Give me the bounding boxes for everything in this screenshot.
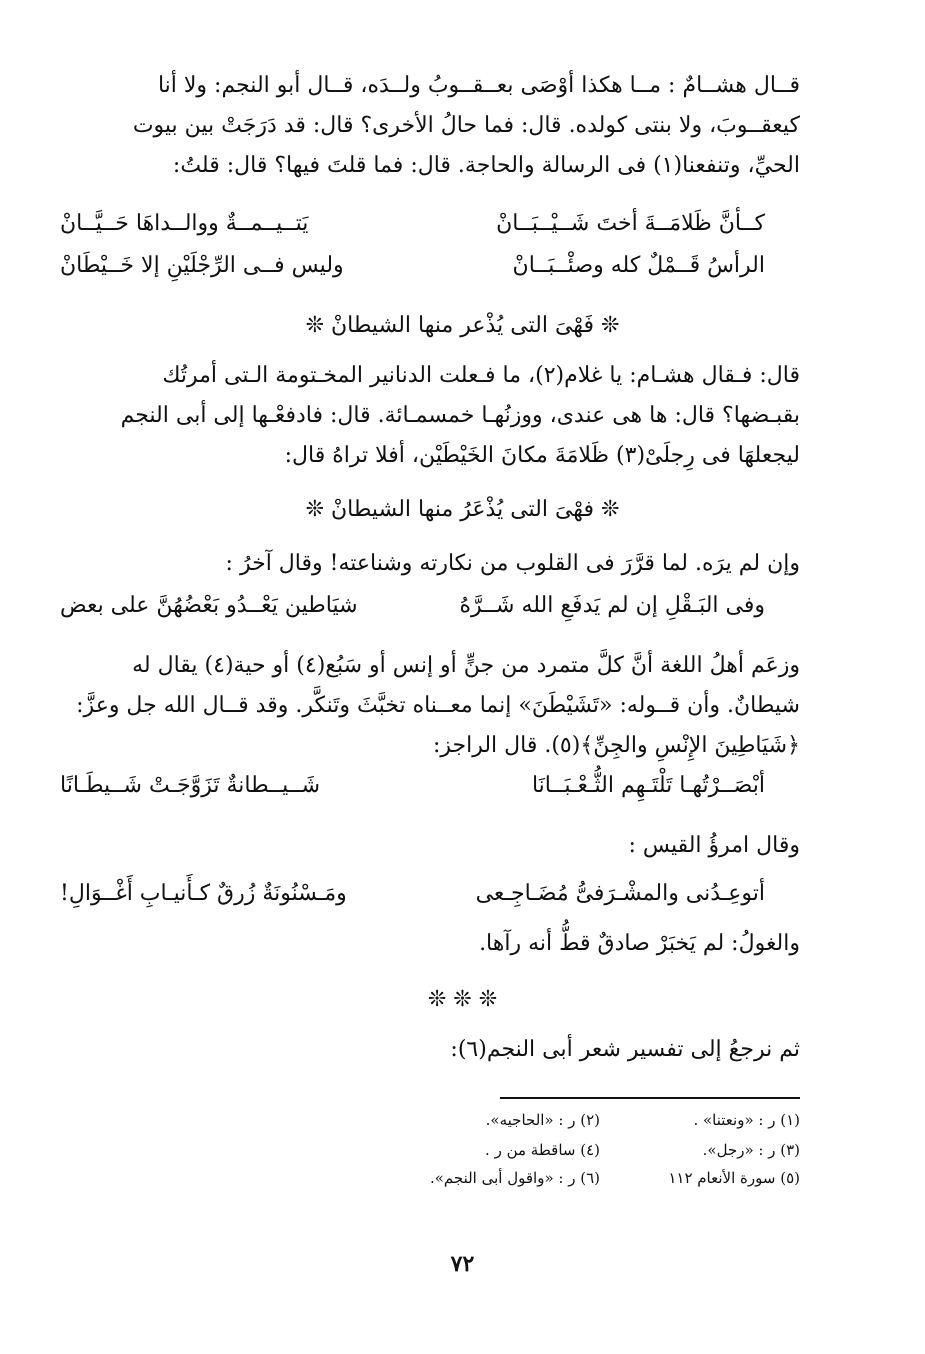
- text-line: وإن لم يرَه. لما قرَّرَ فى القلوب من نكارته وشناعته! وقال آخرُ :: [225, 551, 800, 576]
- verse-line: [60, 204, 765, 244]
- paragraph-imru-al-qays: [60, 826, 800, 866]
- page-number: ٧٢: [450, 1251, 475, 1277]
- paragraph-nakara: [60, 544, 800, 584]
- footnote-divider: [500, 1097, 800, 1099]
- verse-line: [60, 246, 765, 286]
- paragraph-hisham-dialogue: [60, 66, 800, 186]
- verse-line: [60, 874, 765, 914]
- verse-first-hemistich: أتوعِـدُنى والمشْـرَفىُّ مُضَـاجِـعى: [475, 881, 765, 906]
- verse-first-hemistich: أبْصَــرْتُهـا تَلْتَـهِم الثُّـعْـبَــانَا: [531, 773, 765, 798]
- verse-second-hemistich: وليس فــى الرِّجْلَيْنِ إلا خَــيْطَانْ: [60, 253, 344, 278]
- paragraph-shaytan-definition: [60, 646, 800, 766]
- footnote: (١) ر : «ونعتنا» .: [693, 1111, 800, 1129]
- verse-first-hemistich: الرأسُ قَــمْلٌ كله وصئْــبَــانْ: [512, 253, 765, 278]
- footnote-row: [100, 1136, 800, 1164]
- verse-second-hemistich: شيَاطين يَعْــدُو بَعْضُهُنَّ على بعض: [60, 593, 358, 618]
- text-line: كيعقــوبَ، ولا بنتى كولده. قال: فما حالُ الأخرى؟ قال: قد دَرَجَتْ بين بيوت: [132, 113, 800, 138]
- text-line: والغولُ: لم يَخبَرْ صادقٌ قطُّ أنه رآها.: [479, 931, 800, 956]
- verse-first-hemistich: كــأنَّ ظَلامَــةَ أختَ شَــيْــبَــانْ: [496, 211, 765, 236]
- text-line: قــال هشــامٌ : مــا هكذا أوْصَى بعــقــوبُ ولــدَه، قــال أبو النجم: ولا أنا: [157, 73, 800, 98]
- paragraph-ghoul: [60, 924, 800, 964]
- text-line: ليجعلهَا فى رِجلَىْ(٣) ظَلامَةَ مكانَ الخَيْطَيْن، أفلا تراهُ قال:: [284, 443, 800, 468]
- verse-first-hemistich: وفى البَـقْلِ إن لم يَدفَعِ الله شَــرَّهُ: [459, 593, 765, 618]
- paragraph-dinars: [60, 356, 800, 476]
- footnote: (٤) ساقطة من ر .: [485, 1141, 600, 1159]
- text-line: شيطانٌ. وأن قــوله: «تَشَيْطَنَ» إنما معــناه تخبَّثَ وتَنكَّر. وقد قــال الله جل وعزَّ:: [76, 693, 800, 718]
- footnote-row: [100, 1106, 800, 1134]
- footnote: (٦) ر : «واقول أبى النجم».: [429, 1169, 600, 1187]
- text-line: ﴿شَيَاطِينَ الإِنْسِ والجِنِّ﴾(٥). قال الراجز:: [432, 733, 800, 758]
- verse-second-hemistich: يَتــيــمــةٌ ووالــداهَا حَــيَّــانْ: [60, 211, 309, 236]
- footnote: (٢) ر : «الحاجيه».: [485, 1111, 600, 1129]
- footnote-row: [100, 1164, 800, 1192]
- centered-verse: ❊ فَهْىَ التى يُذْعر منها الشيطانْ ❊: [305, 313, 620, 338]
- text-line: وزعَم أهلُ اللغة أنَّ كلَّ متمرد من جنٍّ أو إنس أو سَبُع(٤) أو حية(٤) يقال له: [132, 653, 800, 678]
- text-line: بقبـضها؟ قال: ها هى عندى، ووزنُهـا خمسمـائة. قال: فادفعْـها إلى أبى النجم: [120, 403, 800, 428]
- text-line: ثم نرجعُ إلى تفسير شعر أبى النجم(٦):: [450, 1037, 800, 1062]
- text-line: وقال امرؤُ القيس :: [628, 833, 800, 858]
- section-separator-stars: ❊ ❊ ❊: [427, 987, 498, 1012]
- text-line: قال: فـقال هشـام: يا غلام(٢)، ما فـعلت الدنانير المخـتومة الـتى أمرتُك: [162, 363, 800, 388]
- text-line: الحيِّ، وتنفعنا(١) فى الرسالة والحاجة. قال: فما قلتَ فيها؟ قال: قلتُ:: [172, 153, 800, 178]
- verse-second-hemistich: ومَـسْنُونَةٌ زُرقٌ كـأَنيـابِ أَغْــوَالِ!: [60, 881, 347, 906]
- centered-verse: ❊ فهْىَ التى يُذْعَرُ منها الشيطانْ ❊: [305, 497, 620, 522]
- paragraph-return-to-poem: [60, 1030, 800, 1070]
- verse-second-hemistich: شَــيــطانةٌ تَزَوَّجَـتْ شَــيطَـانًا: [60, 773, 321, 798]
- footnote: (٣) ر : «رجل».: [702, 1141, 800, 1159]
- footnote: (٥) سورة الأنعام ١١٢: [668, 1169, 800, 1187]
- verse-line: [60, 766, 765, 806]
- verse-line: [60, 586, 765, 626]
